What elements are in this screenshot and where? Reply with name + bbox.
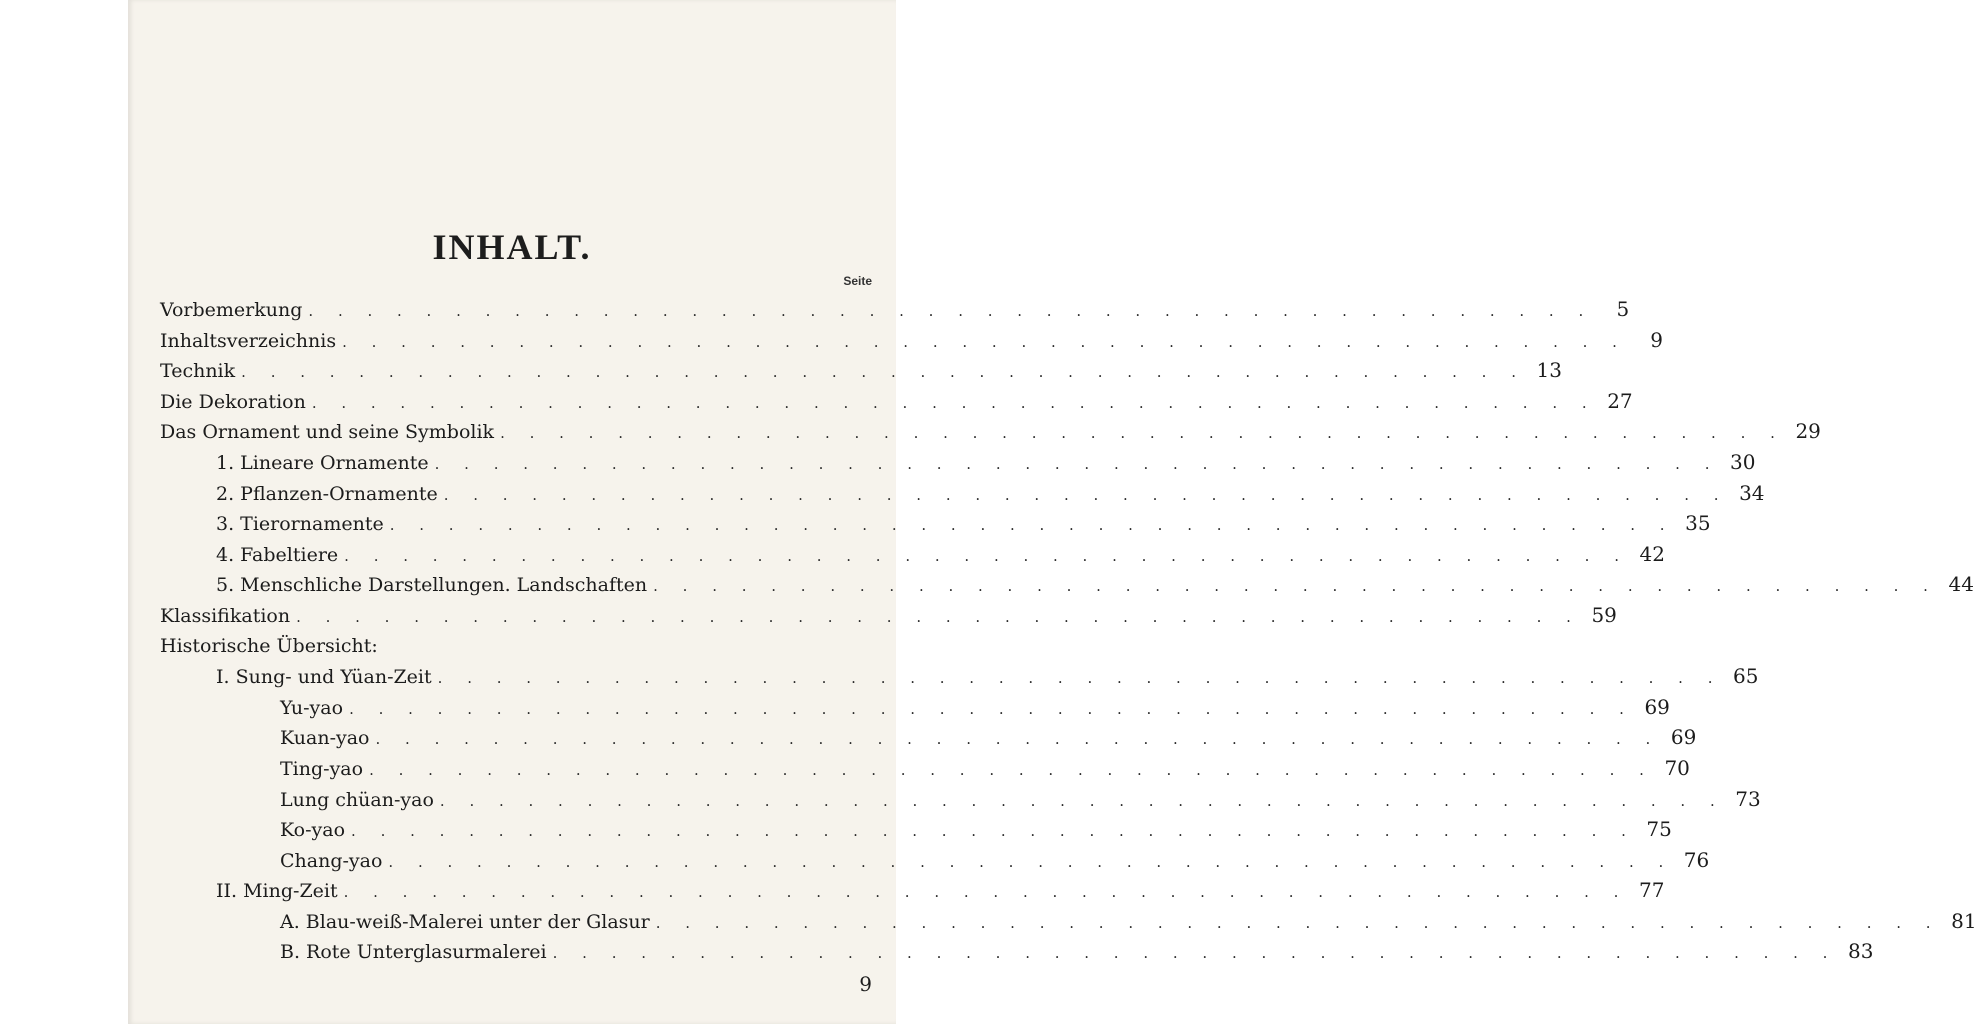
toc-entry-label: II. Ming-Zeit: [216, 880, 338, 903]
toc-entry-page: 65: [1733, 664, 1759, 689]
toc-entry-menschliche-darstellungen: [160, 569, 1974, 600]
toc-entry-page: 13: [1536, 358, 1562, 383]
toc-entry-page: 34: [1739, 480, 1765, 505]
toc-entry-page: 27: [1607, 388, 1633, 413]
toc-entry-label: 4. Fabeltiere: [216, 543, 339, 566]
toc-entry-page: 30: [1730, 449, 1756, 474]
dot-leader: . . . . . . . . . . . . . . . . . . . . . . . . . . . . . . . . . . . . . . . . . . . .: [241, 363, 1526, 382]
toc-entry-lung-chuan-yao: [160, 784, 1761, 815]
toc-entry-blau-weiss-malerei: [160, 906, 1977, 937]
toc-entry-fabeltiere: [160, 539, 1665, 570]
toc-entry-label: Inhaltsverzeichnis: [160, 329, 337, 352]
toc-entry-technik: [160, 355, 1562, 386]
dot-leader: . . . . . . . . . . . . . . . . . . . . . . . . . . . . . . . . . . . . . . . . . . . .: [500, 424, 1785, 443]
toc-entry-label: Das Ornament und seine Symbolik: [160, 421, 495, 444]
toc-entry-label: A. Blau-weiß-Malerei unter der Glasur: [280, 910, 650, 933]
toc-entry-chang-yao: [160, 845, 1710, 876]
toc-entry-kuan-yao: [160, 722, 1697, 753]
toc-entry-label: 2. Pflanzen-Ornamente: [216, 482, 438, 505]
toc-entry-label: Yu-yao: [280, 696, 344, 719]
page-number: 9: [859, 972, 872, 996]
toc-entry-page: 35: [1685, 511, 1711, 536]
toc-entry-page: 9: [1650, 327, 1663, 352]
dot-leader: . . . . . . . . . . . . . . . . . . . . . . . . . . . . . . . . . . . . . . . . . . . .: [443, 485, 1729, 504]
toc-entry-label: Vorbemerkung: [160, 299, 303, 321]
toc-entry-page: 59: [1591, 602, 1617, 627]
toc-entry-ornament: [160, 416, 1821, 447]
toc-entry-dekoration: [160, 386, 1633, 417]
toc-entry-inhaltsverzeichnis: [160, 325, 1663, 356]
dot-leader: . . . . . . . . . . . . . . . . . . . . . . . . . . . . . . . . . . . . . . . . . . . .: [437, 669, 1723, 688]
toc-entry-page: 76: [1683, 847, 1710, 872]
toc-entry-label: Chang-yao: [280, 849, 383, 872]
toc-entry-page: 29: [1795, 419, 1821, 444]
toc-entry-page: 69: [1644, 694, 1670, 719]
dot-leader: . . . . . . . . . . . . . . . . . . . . . . . . . . . . . . . . . . . . . . . . . . . .: [388, 852, 1674, 871]
toc-entry-page: 77: [1638, 878, 1665, 903]
toc-entry-label: Lung chüan-yao: [280, 788, 434, 811]
toc-entry-label: Technik: [160, 360, 236, 383]
toc-entry-ting-yao: [160, 753, 1690, 784]
toc-entry-label: B. Rote Unterglasurmalerei: [280, 941, 547, 964]
dot-leader: . . . . . . . . . . . . . . . . . . . . . . . . . . . . . . . . . . . . . . . . . . . .: [369, 760, 1654, 779]
dot-leader: . . . . . . . . . . . . . . . . . . . . . . . . . . . . . . . . . . . . . . . . . . . .: [552, 944, 1838, 963]
toc-entry-lineare-ornamente: [160, 447, 1756, 478]
toc-entry-label: Klassifikation: [160, 604, 291, 627]
toc-entry-klassifikation: [160, 600, 1617, 631]
toc-entry-page: 73: [1735, 786, 1761, 811]
toc-entry-label: Ko-yao: [280, 819, 346, 842]
dot-leader: . . . . . . . . . . . . . . . . . . . . . . . . . . . . . . . . . . . . . . . . . . . .: [311, 393, 1597, 412]
toc-entry-page: 83: [1848, 939, 1874, 964]
dot-leader: . . . . . . . . . . . . . . . . . . . . . . . . . . . . . . . . . . . . . . . . . . . .: [655, 913, 1941, 932]
toc-entry-vorbemerkung: [160, 294, 1630, 325]
book-page: [128, 0, 1977, 1024]
dot-leader: . . . . . . . . . . . . . . . . . . . . . . . . . . . . . . . . . . . . . . . . . . . .: [389, 516, 1675, 535]
toc-entry-tierornamente: [160, 508, 1711, 539]
dot-leader: . . . . . . . . . . . . . . . . . . . . . . . . . . . . . . . . . . . . . . . . . . . .: [296, 607, 1581, 626]
toc-entry-sung-yuan-zeit: [160, 661, 1759, 692]
toc-entry-page: 75: [1646, 817, 1672, 842]
dot-leader: . . . . . . . . . . . . . . . . . . . . . . . . . . . . . . . . . . . . . . . . . . . .: [653, 577, 1938, 596]
table-of-contents: [160, 294, 1977, 967]
toc-entry-yu-yao: [160, 692, 1670, 723]
toc-entry-label: 1. Lineare Ornamente: [216, 451, 429, 474]
toc-entry-page: 5: [1616, 297, 1630, 321]
toc-entry-ko-yao: [160, 814, 1672, 845]
toc-entry-pflanzen-ornamente: [160, 478, 1765, 509]
toc-entry-ming-zeit: [160, 875, 1665, 906]
dot-leader: . . . . . . . . . . . . . . . . . . . . . . . . . . . . . . . . . . . . . . . . . . . .: [439, 791, 1725, 810]
toc-entry-label: Die Dekoration: [160, 390, 306, 413]
toc-entry-page: 70: [1664, 755, 1690, 780]
dot-leader: . . . . . . . . . . . . . . . . . . . . . . . . . . . . . . . . . . . . . . . . . . . .: [434, 454, 1720, 473]
toc-entry-label: Kuan-yao: [280, 727, 370, 750]
dot-leader: . . . . . . . . . . . . . . . . . . . . . . . . . . . . . . . . . . . . . . . . . . . .: [351, 822, 1636, 841]
page-title: INHALT.: [432, 227, 592, 267]
toc-entry-page: 44: [1948, 572, 1974, 597]
toc-entry-label: Ting-yao: [280, 757, 364, 780]
dot-leader: . . . . . . . . . . . . . . . . . . . . . . . . . . . . . . . . . . . . . . . . . . . .: [308, 302, 1594, 320]
dot-leader: . . . . . . . . . . . . . . . . . . . . . . . . . . . . . . . . . . . . . . . . . . . .: [342, 332, 1627, 351]
toc-entry-label: Historische Übersicht:: [160, 634, 378, 657]
dot-leader: . . . . . . . . . . . . . . . . . . . . . . . . . . . . . . . . . . . . . . . . . . . .: [344, 546, 1629, 565]
toc-entry-label: I. Sung- und Yüan-Zeit: [216, 666, 432, 689]
toc-entry-label: 5. Menschliche Darstellungen. Landschaften: [216, 574, 648, 597]
toc-entry-historische-uebersicht: [160, 631, 872, 662]
dot-leader: . . . . . . . . . . . . . . . . . . . . . . . . . . . . . . . . . . . . . . . . . . . .: [349, 699, 1634, 718]
toc-entry-page: 69: [1670, 725, 1697, 750]
toc-entry-label: 3. Tierornamente: [216, 513, 384, 536]
dot-leader: . . . . . . . . . . . . . . . . . . . . . . . . . . . . . . . . . . . . . . . . . . . .: [375, 730, 1661, 749]
toc-entry-rote-unterglasurmalerei: [160, 936, 1874, 967]
dot-leader: . . . . . . . . . . . . . . . . . . . . . . . . . . . . . . . . . . . . . . . . . . . .: [343, 883, 1629, 902]
toc-entry-page: 42: [1639, 541, 1665, 566]
page-column-label: Seite: [843, 274, 872, 288]
toc-entry-page: 81: [1951, 908, 1977, 933]
